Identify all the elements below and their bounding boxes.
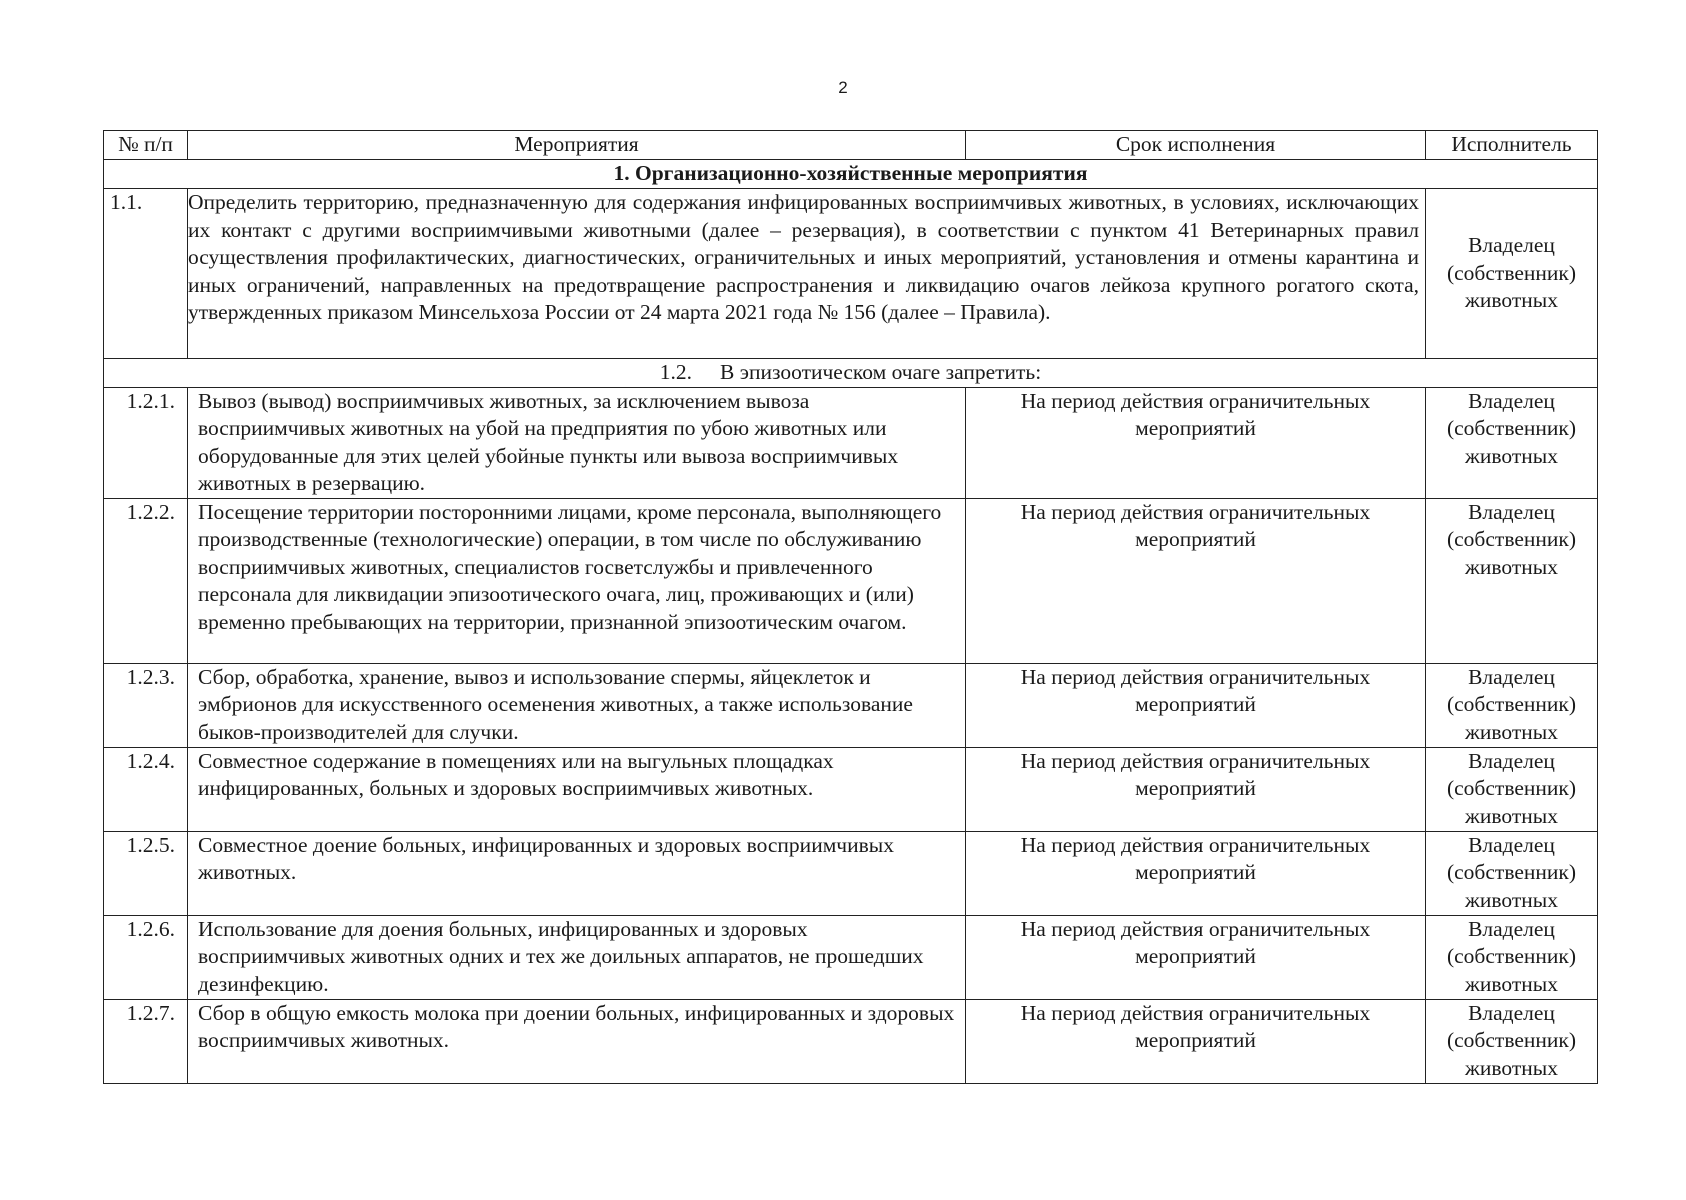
subsection-label: В эпизоотическом очаге запретить:	[720, 360, 1042, 384]
row-executor: Владелец (собственник) животных	[1426, 663, 1598, 747]
row-executor: Владелец (собственник) животных	[1426, 747, 1598, 831]
table-row	[104, 387, 1598, 498]
row-term: На период действия ограничительных мероприятий	[966, 915, 1426, 999]
section-title: 1. Организационно-хозяйственные мероприятия	[104, 160, 1598, 189]
subsection-row	[104, 359, 1598, 388]
row-num: 1.2.2.	[104, 498, 188, 663]
row-num: 1.1.	[104, 189, 188, 359]
row-term: На период действия ограничительных мероприятий	[966, 663, 1426, 747]
row-executor: Владелец (собственник) животных	[1426, 999, 1598, 1083]
section-title-row	[104, 160, 1598, 189]
row-text: Совместное содержание в помещениях или на выгульных площадках инфицированных, больных и здоровых восприимчивых животных.	[188, 747, 966, 831]
subsection-num: 1.2.	[659, 360, 693, 384]
row-executor: Владелец (собственник) животных	[1426, 387, 1598, 498]
row-num: 1.2.7.	[104, 999, 188, 1083]
row-term: На период действия ограничительных мероприятий	[966, 747, 1426, 831]
row-text: Вывоз (вывод) восприимчивых животных, за исключением вывоза восприимчивых животных на убой на предприятия по убою животных или оборудованные для этих целей убойные пункты или вывоза восприимчивых животных в резервацию.	[188, 387, 966, 498]
row-text: Использование для доения больных, инфицированных и здоровых восприимчивых животных одних и тех же доильных аппаратов, не прошедших дезинфекцию.	[188, 915, 966, 999]
row-executor: Владелец (собственник) животных	[1426, 831, 1598, 915]
page-number: 2	[838, 78, 848, 97]
table-row	[104, 498, 1598, 663]
row-executor: Владелец (собственник) животных	[1426, 915, 1598, 999]
header-measures: Мероприятия	[188, 131, 966, 160]
row-num: 1.2.5.	[104, 831, 188, 915]
table-header-row	[104, 131, 1598, 160]
row-executor: Владелец (собственник) животных	[1426, 498, 1598, 663]
row-term: На период действия ограничительных мероприятий	[966, 387, 1426, 498]
row-text: Совместное доение больных, инфицированных и здоровых восприимчивых животных.	[188, 831, 966, 915]
header-num: № п/п	[104, 131, 188, 160]
table-row	[104, 189, 1598, 359]
row-num: 1.2.6.	[104, 915, 188, 999]
table-row	[104, 999, 1598, 1083]
table-row	[104, 747, 1598, 831]
row-term: На период действия ограничительных мероприятий	[966, 831, 1426, 915]
subsection-title	[104, 359, 1598, 388]
row-num: 1.2.1.	[104, 387, 188, 498]
table-row	[104, 915, 1598, 999]
row-text: Определить территорию, предназначенную для содержания инфицированных восприимчивых животных, в условиях, исключающих их контакт с другими восприимчивыми животными (далее – резервация), в соответствии с пунктом 41 Ветеринарных правил осуществления профилактических, диагностических, ограничительных и иных мероприятий, установления и отмены карантина и иных ограничений, направленных на предотвращение распространения и ликвидацию очагов лейкоза крупного рогатого скота, утвержденных приказом Минсельхоза России от 24 марта 2021 года № 156 (далее – Правила).	[188, 189, 1426, 359]
table-row	[104, 831, 1598, 915]
measures-table	[103, 130, 1598, 1084]
header-term: Срок исполнения	[966, 131, 1426, 160]
row-term: На период действия ограничительных мероприятий	[966, 498, 1426, 663]
row-num: 1.2.3.	[104, 663, 188, 747]
row-text: Посещение территории посторонними лицами, кроме персонала, выполняющего производственные (технологические) операции, в том числе по обслуживанию восприимчивых животных, специалистов госветслужбы и привлеченного персонала для ликвидации эпизоотического очага, лиц, проживающих и (или) временно пребывающих на территории, признанной эпизоотическим очагом.	[188, 498, 966, 663]
row-num: 1.2.4.	[104, 747, 188, 831]
table-row	[104, 663, 1598, 747]
header-executor: Исполнитель	[1426, 131, 1598, 160]
row-text: Сбор, обработка, хранение, вывоз и использование спермы, яйцеклеток и эмбрионов для искусственного осеменения животных, а также использование быков-производителей для случки.	[188, 663, 966, 747]
row-term: На период действия ограничительных мероприятий	[966, 999, 1426, 1083]
row-executor: Владелец (собственник) животных	[1426, 189, 1598, 359]
row-text: Сбор в общую емкость молока при доении больных, инфицированных и здоровых восприимчивых животных.	[188, 999, 966, 1083]
